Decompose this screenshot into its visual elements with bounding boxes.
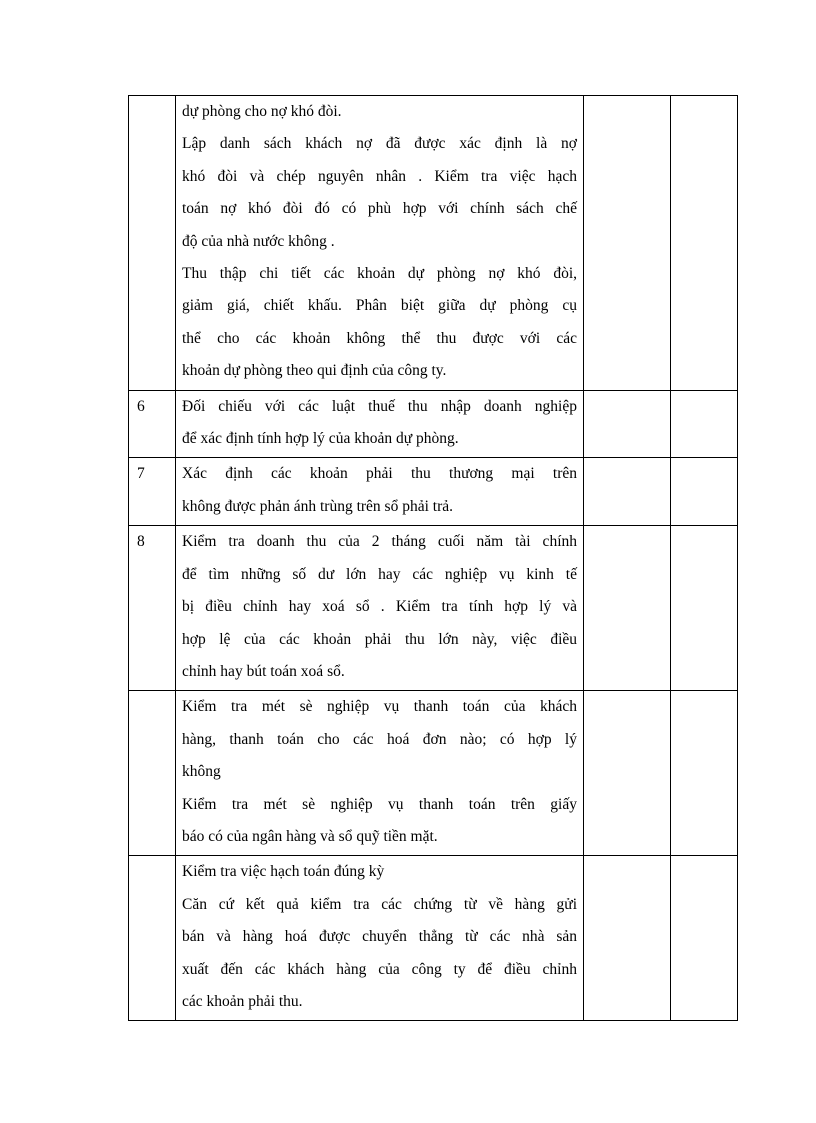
blank-cell-b bbox=[671, 856, 738, 1021]
table-row bbox=[129, 526, 738, 691]
audit-procedures-table bbox=[128, 95, 738, 1021]
procedure-text-line: bị điều chỉnh hay xoá sổ . Kiểm tra tính hợp lý và bbox=[182, 598, 577, 616]
procedure-text-line: toán nợ khó đòi đó có phù hợp với chính sách chế bbox=[182, 200, 577, 218]
procedure-text-line: để tìm những số dư lớn hay các nghiệp vụ kinh tế bbox=[182, 565, 577, 583]
blank-cell-b bbox=[671, 526, 738, 691]
procedure-text-line: Lập danh sách khách nợ đã được xác định là nợ bbox=[182, 135, 577, 153]
row-number-cell: 7 bbox=[129, 458, 176, 526]
procedure-text-line: độ của nhà nước không . bbox=[182, 232, 335, 250]
blank-cell-a bbox=[584, 691, 671, 856]
table-body bbox=[129, 96, 738, 1021]
procedure-text-line: Kiểm tra mét sè nghiệp vụ thanh toán trên giấy bbox=[182, 795, 577, 813]
procedure-text-line: báo có của ngân hàng và sổ quỹ tiền mặt. bbox=[182, 827, 438, 845]
blank-cell-a bbox=[584, 390, 671, 458]
procedure-text-line: thể cho các khoản không thể thu được với các bbox=[182, 329, 577, 347]
blank-cell-a bbox=[584, 856, 671, 1021]
procedure-text-line: để xác định tính hợp lý của khoản dự phòng. bbox=[182, 430, 459, 448]
procedure-cell bbox=[176, 856, 584, 1021]
blank-cell-b bbox=[671, 691, 738, 856]
procedure-text-line: các khoản phải thu. bbox=[182, 992, 303, 1010]
procedure-text-line: Kiểm tra doanh thu của 2 tháng cuối năm tài chính bbox=[182, 533, 577, 551]
row-number-cell bbox=[129, 691, 176, 856]
procedure-text-line: Kiểm tra mét sè nghiệp vụ thanh toán của khách bbox=[182, 698, 577, 716]
blank-cell-b bbox=[671, 458, 738, 526]
table-row bbox=[129, 691, 738, 856]
procedure-text-line: xuất đến các khách hàng của công ty để điều chỉnh bbox=[182, 960, 577, 978]
table-row bbox=[129, 390, 738, 458]
blank-cell-a bbox=[584, 526, 671, 691]
procedure-text-line: khó đòi và chép nguyên nhân . Kiểm tra việc hạch bbox=[182, 167, 577, 185]
table-row bbox=[129, 856, 738, 1021]
procedure-text-line: hợp lệ của các khoản phải thu lớn này, việc điều bbox=[182, 630, 577, 648]
row-number-cell: 6 bbox=[129, 390, 176, 458]
procedure-cell bbox=[176, 96, 584, 391]
blank-cell-b bbox=[671, 390, 738, 458]
blank-cell-a bbox=[584, 458, 671, 526]
table-row bbox=[129, 96, 738, 391]
procedure-text-line: Đối chiếu với các luật thuế thu nhập doanh nghiệp bbox=[182, 397, 577, 415]
procedure-cell bbox=[176, 390, 584, 458]
blank-cell-b bbox=[671, 96, 738, 391]
procedure-text-line: giảm giá, chiết khấu. Phân biệt giữa dự phòng cụ bbox=[182, 297, 577, 315]
procedure-text-line: Thu thập chi tiết các khoản dự phòng nợ khó đòi, bbox=[182, 265, 577, 283]
blank-cell-a bbox=[584, 96, 671, 391]
procedure-cell bbox=[176, 458, 584, 526]
procedure-cell bbox=[176, 526, 584, 691]
procedure-text-line: không bbox=[182, 763, 221, 781]
procedure-text-line: chỉnh hay bút toán xoá sổ. bbox=[182, 662, 345, 680]
procedure-text-line: khoản dự phòng theo qui định của công ty. bbox=[182, 362, 447, 380]
row-number-cell bbox=[129, 96, 176, 391]
procedure-text-line: dự phòng cho nợ khó đòi. bbox=[182, 103, 342, 120]
procedure-text-line: hàng, thanh toán cho các hoá đơn nào; có hợp lý bbox=[182, 730, 577, 748]
table-row bbox=[129, 458, 738, 526]
procedure-cell bbox=[176, 691, 584, 856]
row-number-cell: 8 bbox=[129, 526, 176, 691]
procedure-text-line: Xác định các khoản phải thu thương mại trên bbox=[182, 465, 577, 483]
row-number-cell bbox=[129, 856, 176, 1021]
procedure-text-line: bán và hàng hoá được chuyển thẳng từ các nhà sản bbox=[182, 928, 577, 946]
procedure-text-line: Căn cứ kết quả kiểm tra các chứng từ về hàng gửi bbox=[182, 895, 577, 913]
procedure-text-line: không được phản ánh trùng trên sổ phải trả. bbox=[182, 497, 453, 515]
procedure-text-line: Kiểm tra việc hạch toán đúng kỳ bbox=[182, 863, 385, 881]
